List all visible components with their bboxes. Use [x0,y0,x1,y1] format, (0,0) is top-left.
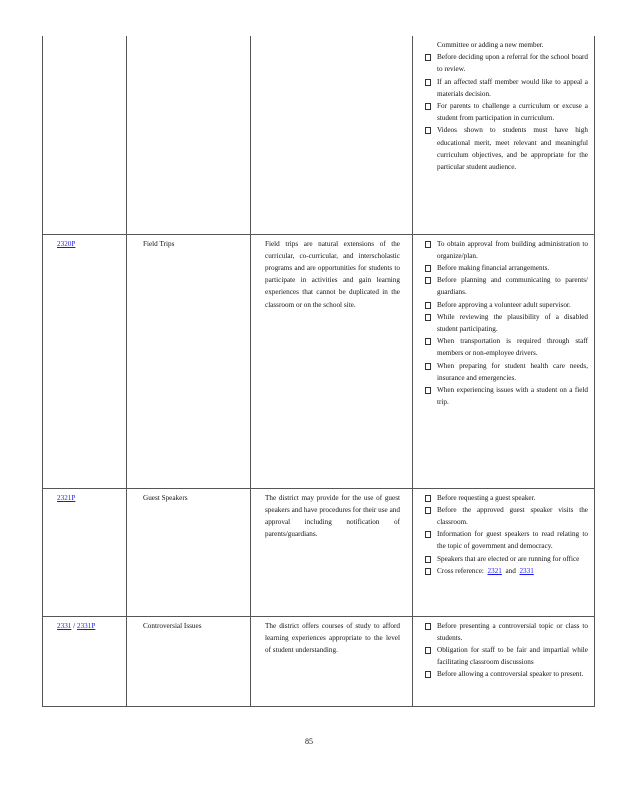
list-item: Information for guest speakers to read relating to the topic of government and democracy. [425,528,588,552]
page-number: 85 [305,737,313,746]
checkbox-bullet-icon [425,556,431,563]
policy-description-cell: The district may provide for the use of guest speakers and have procedures for their use and approval including notification of parents/guardians. [251,488,413,616]
policy-code-cell [43,488,127,616]
list-item: For parents to challenge a curriculum or excuse a student from participation in curriculum. [425,100,588,124]
checkbox-bullet-icon [425,568,431,575]
list-item: When transportation is required through staff members or non-employee drivers. [425,335,588,359]
policy-link-2321p[interactable]: 2321P [57,493,76,502]
checkbox-bullet-icon [425,277,431,284]
list-item: Before the approved guest speaker visits the classroom. [425,504,588,528]
checkbox-bullet-icon [425,265,431,272]
policy-link-2331p[interactable]: 2331P [76,621,96,630]
policy-table [42,36,595,707]
list-item: Before presenting a controversial topic or class to students. [425,620,588,644]
item-text: Committee or adding a new member. [437,41,544,49]
checkbox-bullet-icon [425,79,431,86]
list-item: Before approving a volunteer adult supervisor. [425,299,588,311]
list-item: Before deciding upon a referral for the school board to review. [425,51,588,75]
consult-items-cell [413,36,595,234]
list-item: Before allowing a controversial speaker to present. [425,668,588,680]
list-item: Obligation for staff to be fair and impartial while facilitating classroom discussions [425,644,588,668]
checkbox-bullet-icon [425,363,431,370]
consult-items-cell [413,234,595,488]
list-item: Before requesting a guest speaker. [425,492,588,504]
consult-items-cell [413,488,595,616]
list-item: To obtain approval from building administration to organize/plan. [425,238,588,262]
list-item: When preparing for student health care needs, insurance and emergencies. [425,360,588,384]
consult-items-cell [413,616,595,706]
checkbox-bullet-icon [425,338,431,345]
policy-link-2331-ref[interactable]: 2331 [519,566,534,575]
policy-code-cell [43,36,127,234]
checkbox-bullet-icon [425,671,431,678]
checkbox-bullet-icon [425,507,431,514]
table-row [43,488,595,616]
list-item: Videos shown to students must have high educational merit, meet relevant and meaningful curriculum objectives, and be appropriate for the particular student audience. [425,124,588,173]
checkbox-bullet-icon [425,54,431,61]
checkbox-bullet-icon [425,314,431,321]
policy-link-2331[interactable]: 2331 [57,621,72,630]
code-separator: / [71,621,77,630]
list-item: Before making financial arrangements. [425,262,588,274]
policy-description-cell [251,36,413,234]
policy-description-cell: The district offers courses of study to afford learning experiences appropriate to the level of student understanding. [251,616,413,706]
checkbox-bullet-icon [425,495,431,502]
checkbox-bullet-icon [425,127,431,134]
list-item [425,39,588,51]
list-item: While reviewing the plausibility of a disabled student participating. [425,311,588,335]
policy-link-2320p[interactable]: 2320P [57,239,76,248]
table-row [43,616,595,706]
cross-reference-joiner: and [505,566,516,575]
list-item: When experiencing issues with a student on a field trip. [425,384,588,408]
list-item: Before planning and communicating to parents/ guardians. [425,274,588,298]
checkbox-bullet-icon [425,302,431,309]
cross-reference-label: Cross reference: [437,566,484,575]
policy-description-cell: Field trips are natural extensions of the curricular, co-curricular, and interscholastic programs and are opportunities for students to participate in activities and gain learning experiences that cannot be duplicated in the classroom or on the school site. [251,234,413,488]
table-row [43,36,595,234]
policy-code-cell [43,234,127,488]
list-item: Speakers that are elected or are running for office [425,553,588,565]
policy-subject-cell: Field Trips [127,234,251,488]
policy-subject-cell: Guest Speakers [127,488,251,616]
checkbox-bullet-icon [425,623,431,630]
checkbox-bullet-icon [425,241,431,248]
checkbox-bullet-icon [425,531,431,538]
checkbox-bullet-icon [425,647,431,654]
policy-link-2321[interactable]: 2321 [487,566,502,575]
checkbox-bullet-icon [425,103,431,110]
table-row [43,234,595,488]
checkbox-bullet-icon [425,387,431,394]
policy-subject-cell: Controversial Issues [127,616,251,706]
policy-code-cell [43,616,127,706]
cross-reference-item [425,565,588,577]
list-item: If an affected staff member would like to appeal a materials decision. [425,76,588,100]
policy-subject-cell [127,36,251,234]
